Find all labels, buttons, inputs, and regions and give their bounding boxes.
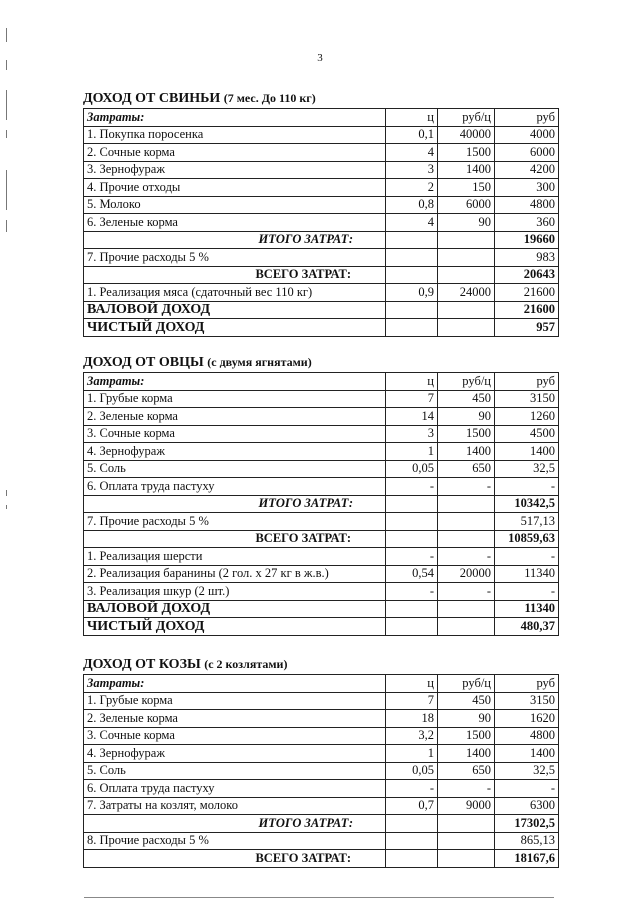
cost-item-sum: 4000 [495, 126, 559, 144]
cost-item-label: 5. Молоко [84, 196, 386, 214]
cost-row [84, 797, 559, 815]
sales-row [84, 565, 559, 583]
cost-table [83, 372, 559, 636]
prochie-label: 7. Прочие расходы 5 % [84, 249, 386, 267]
sales-item-qty: - [386, 548, 438, 566]
gross-income-row [84, 600, 559, 618]
net-income-label: ЧИСТЫЙ ДОХОД [84, 618, 386, 636]
vsego-row [84, 266, 559, 284]
cost-item-label: 6. Зеленые корма [84, 214, 386, 232]
header-row [84, 675, 559, 693]
prochie-sum: 865,13 [495, 832, 559, 850]
sales-item-price: - [438, 583, 495, 601]
prochie-label: 8. Прочие расходы 5 % [84, 832, 386, 850]
section-title [83, 90, 558, 107]
itogo-label: ИТОГО ЗАТРАТ: [84, 815, 386, 833]
cost-item-qty: 0,8 [386, 196, 438, 214]
cost-item-label: 3. Сочные корма [84, 425, 386, 443]
empty-cell [438, 530, 495, 548]
empty-cell [438, 249, 495, 267]
itogo-sum: 19660 [495, 231, 559, 249]
cost-item-label: 5. Соль [84, 460, 386, 478]
cost-item-qty: - [386, 478, 438, 496]
empty-cell [438, 618, 495, 636]
cost-item-price: 90 [438, 408, 495, 426]
empty-cell [438, 850, 495, 868]
empty-cell [386, 495, 438, 513]
header-sum: руб [495, 373, 559, 391]
section-title-main: ДОХОД ОТ ОВЦЫ [83, 355, 204, 370]
prochie-label: 7. Прочие расходы 5 % [84, 513, 386, 531]
cost-item-sum: 4500 [495, 425, 559, 443]
empty-cell [386, 832, 438, 850]
cost-item-label: 1. Покупка поросенка [84, 126, 386, 144]
empty-cell [386, 618, 438, 636]
cost-item-label: 6. Оплата труда пастуху [84, 478, 386, 496]
empty-cell [438, 301, 495, 319]
header-price: руб/ц [438, 675, 495, 693]
cost-item-label: 4. Зернофураж [84, 443, 386, 461]
empty-cell [386, 319, 438, 337]
vsego-row [84, 530, 559, 548]
cost-item-sum: 1620 [495, 710, 559, 728]
cost-item-label: 5. Соль [84, 762, 386, 780]
sales-item-label: 2. Реализация баранины (2 гол. х 27 кг в ж.в.) [84, 565, 386, 583]
cost-item-qty: 4 [386, 144, 438, 162]
cost-item-qty: 4 [386, 214, 438, 232]
cost-item-label: 3. Зернофураж [84, 161, 386, 179]
header-price: руб/ц [438, 109, 495, 127]
cost-item-price: 1500 [438, 425, 495, 443]
header-costs: Затраты: [84, 109, 386, 127]
header-costs: Затраты: [84, 373, 386, 391]
net-income-label: ЧИСТЫЙ ДОХОД [84, 319, 386, 337]
empty-cell [438, 832, 495, 850]
cost-item-qty: 0,05 [386, 762, 438, 780]
gross-income-sum: 11340 [495, 600, 559, 618]
net-income-sum: 480,37 [495, 618, 559, 636]
itogo-sum: 17302,5 [495, 815, 559, 833]
empty-cell [438, 513, 495, 531]
cost-item-qty: 18 [386, 710, 438, 728]
sales-item-label: 1. Реализация мяса (сдаточный вес 110 кг) [84, 284, 386, 302]
vsego-sum: 10859,63 [495, 530, 559, 548]
bottom-rule [84, 897, 554, 898]
cost-row [84, 762, 559, 780]
cost-item-label: 1. Грубые корма [84, 692, 386, 710]
sales-item-qty: 0,54 [386, 565, 438, 583]
vsego-sum: 18167,6 [495, 850, 559, 868]
cost-table [83, 674, 559, 868]
cost-item-sum: 32,5 [495, 762, 559, 780]
gross-income-label: ВАЛОВОЙ ДОХОД [84, 600, 386, 618]
cost-item-qty: 3,2 [386, 727, 438, 745]
empty-cell [438, 266, 495, 284]
cost-row [84, 780, 559, 798]
cost-item-price: - [438, 478, 495, 496]
sales-row [84, 583, 559, 601]
section-title-subtitle: (с 2 козлятами) [204, 657, 288, 671]
cost-item-sum: 1400 [495, 745, 559, 763]
cost-item-label: 4. Зернофураж [84, 745, 386, 763]
cost-item-qty: 7 [386, 692, 438, 710]
empty-cell [438, 231, 495, 249]
empty-cell [386, 850, 438, 868]
net-income-row [84, 319, 559, 337]
empty-cell [438, 600, 495, 618]
pig-income-section [83, 90, 558, 337]
empty-cell [438, 319, 495, 337]
cost-item-price: 1500 [438, 144, 495, 162]
vsego-row [84, 850, 559, 868]
prochie-row [84, 513, 559, 531]
cost-row [84, 727, 559, 745]
header-row [84, 373, 559, 391]
cost-row [84, 161, 559, 179]
cost-row [84, 710, 559, 728]
cost-item-price: 1500 [438, 727, 495, 745]
sales-item-price: 24000 [438, 284, 495, 302]
cost-item-sum: 1400 [495, 443, 559, 461]
cost-item-label: 3. Сочные корма [84, 727, 386, 745]
cost-item-qty: 0,7 [386, 797, 438, 815]
cost-item-price: 1400 [438, 161, 495, 179]
cost-row [84, 196, 559, 214]
cost-item-qty: 0,1 [386, 126, 438, 144]
cost-row [84, 390, 559, 408]
cost-item-qty: 14 [386, 408, 438, 426]
cost-item-price: 450 [438, 692, 495, 710]
prochie-row [84, 832, 559, 850]
empty-cell [386, 231, 438, 249]
cost-row [84, 179, 559, 197]
page-number: 3 [317, 52, 323, 64]
itogo-label: ИТОГО ЗАТРАТ: [84, 231, 386, 249]
cost-item-price: 1400 [438, 745, 495, 763]
net-income-row [84, 618, 559, 636]
vsego-label: ВСЕГО ЗАТРАТ: [84, 530, 386, 548]
prochie-row [84, 249, 559, 267]
gross-income-sum: 21600 [495, 301, 559, 319]
cost-item-price: 650 [438, 460, 495, 478]
sales-item-sum: 21600 [495, 284, 559, 302]
empty-cell [386, 513, 438, 531]
left-margin-marks [4, 20, 16, 900]
cost-item-label: 2. Сочные корма [84, 144, 386, 162]
gross-income-label: ВАЛОВОЙ ДОХОД [84, 301, 386, 319]
cost-item-sum: 6000 [495, 144, 559, 162]
header-unit: ц [386, 109, 438, 127]
cost-item-sum: - [495, 780, 559, 798]
header-unit: ц [386, 373, 438, 391]
cost-item-label: 1. Грубые корма [84, 390, 386, 408]
cost-item-sum: 1260 [495, 408, 559, 426]
empty-cell [438, 495, 495, 513]
sales-item-sum: - [495, 548, 559, 566]
cost-item-price: 1400 [438, 443, 495, 461]
sales-row [84, 548, 559, 566]
cost-item-price: 9000 [438, 797, 495, 815]
section-title [83, 354, 558, 371]
cost-item-sum: 3150 [495, 692, 559, 710]
itogo-row [84, 231, 559, 249]
cost-item-sum: 4200 [495, 161, 559, 179]
cost-item-sum: 4800 [495, 727, 559, 745]
cost-item-qty: 7 [386, 390, 438, 408]
sales-item-price: 20000 [438, 565, 495, 583]
empty-cell [386, 815, 438, 833]
cost-item-sum: 6300 [495, 797, 559, 815]
cost-item-qty: 3 [386, 161, 438, 179]
vsego-sum: 20643 [495, 266, 559, 284]
gross-income-row [84, 301, 559, 319]
itogo-sum: 10342,5 [495, 495, 559, 513]
sales-item-sum: 11340 [495, 565, 559, 583]
sales-item-price: - [438, 548, 495, 566]
empty-cell [438, 815, 495, 833]
sales-item-qty: 0,9 [386, 284, 438, 302]
header-row [84, 109, 559, 127]
cost-row [84, 408, 559, 426]
vsego-label: ВСЕГО ЗАТРАТ: [84, 266, 386, 284]
empty-cell [386, 301, 438, 319]
cost-item-qty: 0,05 [386, 460, 438, 478]
cost-item-price: 90 [438, 710, 495, 728]
cost-item-label: 2. Зеленые корма [84, 710, 386, 728]
cost-item-label: 6. Оплата труда пастуху [84, 780, 386, 798]
cost-item-sum: 4800 [495, 196, 559, 214]
cost-item-price: 650 [438, 762, 495, 780]
cost-item-price: 450 [438, 390, 495, 408]
header-costs: Затраты: [84, 675, 386, 693]
empty-cell [386, 600, 438, 618]
section-title-subtitle: (7 мес. До 110 кг) [223, 91, 316, 105]
cost-item-qty: 2 [386, 179, 438, 197]
cost-item-price: 40000 [438, 126, 495, 144]
empty-cell [386, 266, 438, 284]
cost-item-label: 2. Зеленые корма [84, 408, 386, 426]
cost-item-price: - [438, 780, 495, 798]
sheep-income-section [83, 354, 558, 636]
cost-row [84, 144, 559, 162]
vsego-label: ВСЕГО ЗАТРАТ: [84, 850, 386, 868]
cost-row [84, 460, 559, 478]
sales-item-sum: - [495, 583, 559, 601]
cost-row [84, 443, 559, 461]
header-price: руб/ц [438, 373, 495, 391]
cost-item-sum: 300 [495, 179, 559, 197]
cost-item-qty: 1 [386, 745, 438, 763]
sales-item-qty: - [386, 583, 438, 601]
header-sum: руб [495, 675, 559, 693]
cost-item-qty: - [386, 780, 438, 798]
goat-income-section [83, 656, 558, 868]
cost-row [84, 214, 559, 232]
cost-item-sum: - [495, 478, 559, 496]
cost-item-sum: 32,5 [495, 460, 559, 478]
sales-row [84, 284, 559, 302]
cost-item-qty: 1 [386, 443, 438, 461]
cost-item-price: 6000 [438, 196, 495, 214]
net-income-sum: 957 [495, 319, 559, 337]
cost-item-label: 4. Прочие отходы [84, 179, 386, 197]
section-title-main: ДОХОД ОТ КОЗЫ [83, 657, 201, 672]
itogo-label: ИТОГО ЗАТРАТ: [84, 495, 386, 513]
cost-row [84, 745, 559, 763]
cost-item-price: 90 [438, 214, 495, 232]
cost-row [84, 692, 559, 710]
section-title-subtitle: (с двумя ягнятами) [207, 355, 312, 369]
empty-cell [386, 249, 438, 267]
cost-item-qty: 3 [386, 425, 438, 443]
prochie-sum: 517,13 [495, 513, 559, 531]
itogo-row [84, 495, 559, 513]
sales-item-label: 1. Реализация шерсти [84, 548, 386, 566]
cost-item-label: 7. Затраты на козлят, молоко [84, 797, 386, 815]
cost-row [84, 478, 559, 496]
sales-item-label: 3. Реализация шкур (2 шт.) [84, 583, 386, 601]
cost-row [84, 425, 559, 443]
header-unit: ц [386, 675, 438, 693]
cost-item-price: 150 [438, 179, 495, 197]
cost-item-sum: 360 [495, 214, 559, 232]
cost-row [84, 126, 559, 144]
empty-cell [386, 530, 438, 548]
header-sum: руб [495, 109, 559, 127]
itogo-row [84, 815, 559, 833]
section-title [83, 656, 558, 673]
cost-item-sum: 3150 [495, 390, 559, 408]
section-title-main: ДОХОД ОТ СВИНЬИ [83, 91, 221, 106]
prochie-sum: 983 [495, 249, 559, 267]
cost-table [83, 108, 559, 337]
